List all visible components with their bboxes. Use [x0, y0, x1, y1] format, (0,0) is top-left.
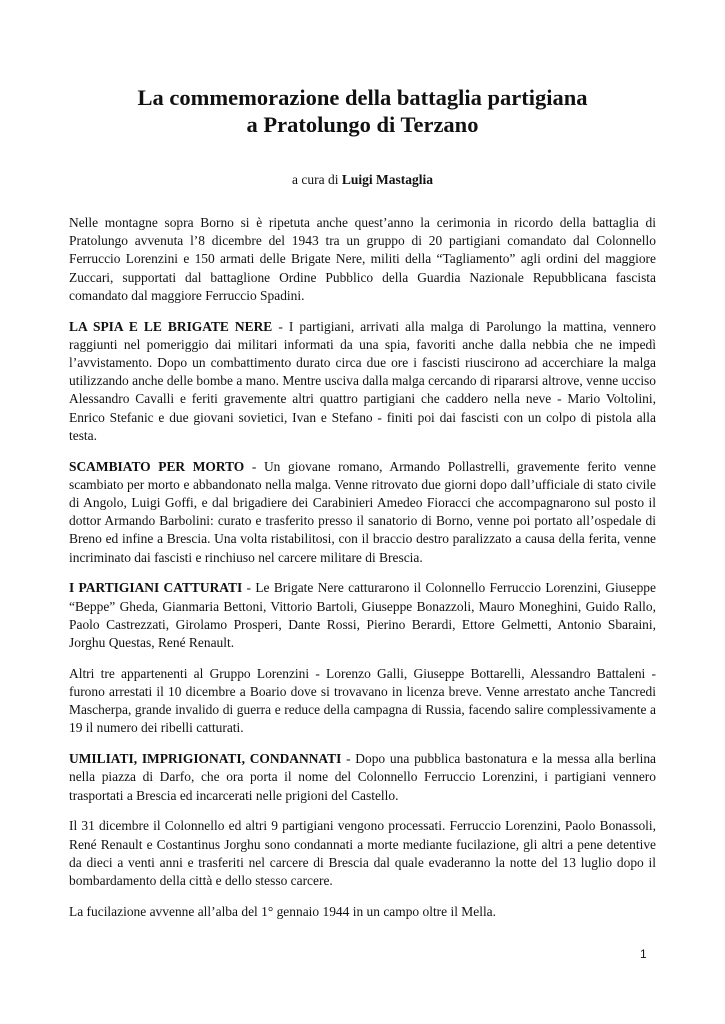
section-heading: UMILIATI, IMPRIGIONATI, CONDANNATI: [69, 751, 342, 767]
byline-prefix: a cura di: [292, 172, 339, 187]
paragraph-text: Altri tre appartenenti al Gruppo Lorenzini - Lorenzo Galli, Giuseppe Bottarelli, Alessandro Battaleni - furono arrestati il 10 dicembre a Boario dove si trovavano in licenza breve. Venne arrestato anche Tancredi Mascherpa, grande invalido di guerra e reduce della campagna di Russia, facendo salire complessivamente a 19 il numero dei ribelli catturati.: [69, 665, 656, 736]
paragraph-text: - Dopo una pubblica bastonatura e la messa alla berlina nella piazza di Darfo, che ora porta il nome del Colonnello Ferruccio Lorenzini, i partigiani vennero trasportati a Brescia ed incarcerati nelle prigioni del Castello.: [69, 751, 657, 803]
paragraph-text: La fucilazione avvenne all’alba del 1° gennaio 1944 in un campo oltre il Mella.: [69, 903, 497, 919]
paragraph: [69, 750, 656, 805]
paragraph-text: - I partigiani, arrivati alla malga di Parolungo la mattina, vennero raggiunti nel pomeriggio dai militari informati da una spia, favoriti anche dalla nebbia che ne impedì l’avvistamento. Dopo un combattimento durato circa due ore i fascisti riuscirono ad accerchiare la malga utilizzando anche delle bombe a mano. Mentre usciva dalla malga cercando di ripararsi altrove, venne ucciso Alessandro Cavalli e feriti gravemente altri quattro partigiani che caddero nella neve - Mario Voltolini, Enrico Stefanic e due giovani sovietici, Ivan e Stefano - finiti poi dai fascisti con un colpo di pistola alla testa.: [69, 318, 656, 443]
title-line-1: La commemorazione della battaglia partigiana: [137, 85, 588, 110]
paragraph: [69, 458, 656, 567]
section-heading: I PARTIGIANI CATTURATI: [69, 580, 243, 596]
paragraph: [69, 579, 656, 652]
title-line-2: a Pratolungo di Terzano: [246, 112, 479, 137]
paragraph: [69, 903, 656, 921]
page-number: 1: [640, 947, 647, 961]
paragraph: [69, 817, 656, 890]
byline: [60, 171, 665, 189]
paragraph-text: - Un giovane romano, Armando Pollastrelli, gravemente ferito venne scambiato per morto e abbandonato nella malga. Venne ritrovato due giorni dopo dall’ufficiale di stato civile di Angolo, Luigi Goffi, e dal brigadiere dei Carabinieri Amedeo Fioracci che accompagnarono sul posto il dottor Armando Barbolini: curato e trasferito presso il sanatorio di Borno, venne poi portato all’ospedale di Breno ed infine a Brescia. Una volta ristabilitosi, con il braccio destro paralizzato a causa della ferita, venne incriminato dai fascisti e rinchiuso nel carcere militare di Brescia.: [69, 458, 656, 565]
paragraph-text: Nelle montagne sopra Borno si è ripetuta anche quest’anno la cerimonia in ricordo della battaglia di Pratolungo avvenuta l’8 dicembre del 1943 tra un gruppo di 20 partigiani comandato dal Colonnello Ferruccio Lorenzini e 150 armati delle Brigate Nere, militi della “Tagliamento” agli ordini del maggiore Zuccari, supportati dal battaglione Ordine Pubblico della Guardia Nazionale Repubblicana fascista comandato dal maggiore Ferruccio Spadini.: [69, 215, 656, 303]
paragraph: [69, 318, 656, 445]
paragraph: [69, 665, 656, 738]
paragraph: [69, 214, 656, 305]
byline-author: Luigi Mastaglia: [341, 172, 433, 187]
section-heading: LA SPIA E LE BRIGATE NERE: [69, 318, 273, 334]
paragraph-text: Il 31 dicembre il Colonnello ed altri 9 partigiani vengono processati. Ferruccio Lorenzini, Paolo Bonassoli, René Renault e Costantinus Jorghu sono condannati a morte mediante fucilazione, gli altri a pene detentive da dieci a venti anni e trasferiti nel carcere di Brescia dal quale evaderanno la notte del 13 luglio dopo il bombardamento della città e dello stesso carcere.: [69, 818, 656, 889]
section-heading: SCAMBIATO PER MORTO: [69, 458, 245, 474]
article-body: [69, 214, 656, 934]
document-title: [60, 84, 665, 138]
paragraph-text: - Le Brigate Nere catturarono il Colonnello Ferruccio Lorenzini, Giuseppe “Beppe” Gheda, Gianmaria Bettoni, Vittorio Bartoli, Giuseppe Bonazzoli, Mauro Moneghini, Guido Rallo, Paolo Castrezzati, Girolamo Prosperi, Dante Rossi, Pierino Berardi, Ettore Gelmetti, Antonio Sbaraini, Jorghu Questas, René Renault.: [69, 580, 656, 651]
